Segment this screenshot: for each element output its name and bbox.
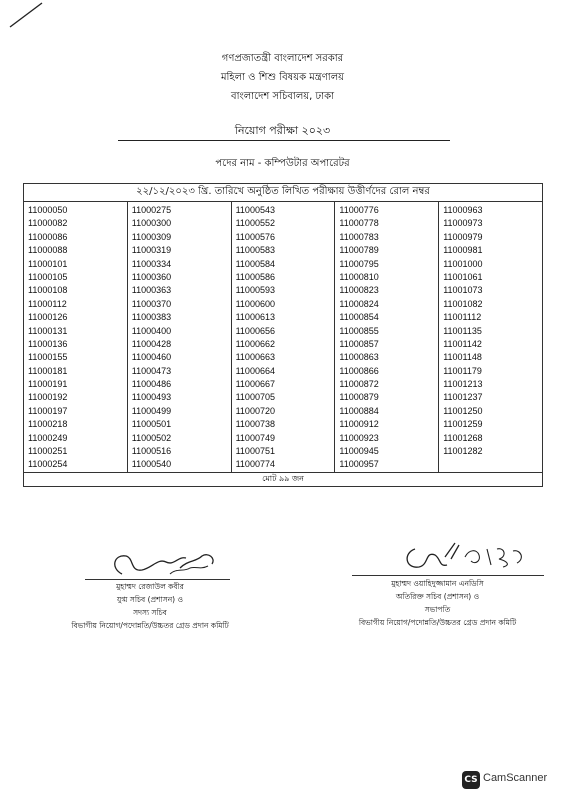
roll-number: 11000857: [339, 338, 379, 349]
roll-number: 11000854: [339, 312, 379, 323]
roll-number: 11000783: [339, 231, 379, 242]
roll-number: 11000275: [131, 205, 172, 215]
roll-number: 11001000: [443, 258, 483, 269]
exam-title: নিয়োগ পরীক্ষা ২০২৩: [234, 124, 331, 137]
roll-number: 11000923: [339, 432, 379, 443]
roll-number: 11000957: [339, 459, 379, 470]
roll-number: 11001250: [443, 405, 483, 416]
right-signature: [395, 535, 535, 580]
ministry-header: মহিলা ও শিশু বিষয়ক মন্ত্রণালয়: [220, 72, 345, 83]
roll-number: 11000319: [131, 245, 172, 256]
secretariat-header: বাংলাদেশ সচিবালয়, ঢাকা: [231, 91, 334, 102]
roll-number: 11001135: [443, 325, 482, 336]
roll-number: 11000810: [339, 271, 379, 282]
roll-number: 11000774: [235, 459, 275, 470]
roll-column-4: [335, 202, 439, 473]
roll-number: 11000552: [235, 218, 275, 229]
roll-number: 11000383: [131, 312, 172, 323]
roll-number: 11000749: [235, 432, 275, 443]
roll-number: 11000499: [131, 405, 172, 416]
roll-number: 11000192: [28, 392, 68, 403]
left-signer-name: মুহাম্মদ রেজাউল কবীর: [116, 582, 184, 591]
roll-number: 11000105: [28, 271, 68, 282]
camscanner-badge: [462, 770, 550, 790]
roll-number: 11001179: [443, 365, 482, 376]
roll-number: 11000050: [28, 205, 68, 215]
roll-number: 11000249: [28, 432, 68, 443]
roll-number: 11000131: [28, 325, 68, 336]
right-signature-line: [352, 575, 544, 576]
roll-number: 11000191: [28, 379, 68, 390]
camscanner-logo: CS: [462, 771, 480, 789]
roll-number: 11000945: [339, 446, 379, 457]
post-name: পদের নাম - কম্পিউটার অপারেটর: [215, 158, 350, 169]
roll-number: 11000363: [131, 285, 172, 296]
right-signer-role: সভাপতি: [424, 605, 451, 614]
roll-number: 11000667: [235, 379, 275, 390]
roll-number: 11000963: [443, 205, 483, 215]
roll-number: 11000584: [235, 258, 275, 269]
roll-number: 11000979: [443, 231, 483, 242]
roll-number: 11000082: [28, 218, 68, 229]
right-committee: বিভাগীয় নিয়োগ/পদোন্নতি/উচ্চতর গ্রেড প্রদান কমিটি: [358, 618, 517, 627]
roll-number: 11000586: [235, 271, 275, 282]
roll-number: 11000181: [28, 365, 68, 376]
roll-number: 11000776: [339, 205, 379, 215]
roll-number: 11000981: [443, 245, 483, 256]
roll-number: 11001112: [443, 312, 482, 323]
roll-number: 11000778: [339, 218, 379, 229]
roll-number: 11000593: [235, 285, 275, 296]
roll-number: 11000824: [339, 298, 379, 309]
roll-number: 11000705: [235, 392, 275, 403]
roll-number: 11000101: [28, 258, 68, 269]
roll-number: 11000884: [339, 405, 379, 416]
roll-number: 11000218: [28, 419, 68, 430]
roll-number: 11001082: [443, 298, 483, 309]
roll-number: 11000334: [131, 258, 172, 269]
left-signature-line: [85, 579, 230, 580]
roll-column-2: [127, 202, 231, 473]
roll-number: 11001213: [443, 379, 483, 390]
roll-number: 11000600: [235, 298, 275, 309]
roll-number: 11000428: [131, 338, 172, 349]
roll-number: 11001061: [443, 271, 483, 282]
roll-number: 11000251: [28, 446, 68, 457]
table-caption: ২২/১২/২০২৩ খ্রি. তারিখে অনুষ্ঠিত লিখিত পরীক্ষায় উত্তীর্ণদের রোল নম্বর: [24, 184, 543, 202]
camscanner-label: CamScanner: [483, 772, 548, 784]
roll-number: 11000486: [131, 379, 172, 390]
left-committee: বিভাগীয় নিয়োগ/পদোন্নতি/উচ্চতর গ্রেড প্রদান কমিটি: [71, 621, 229, 630]
roll-number: 11000300: [131, 218, 172, 229]
roll-number: 11001268: [443, 432, 483, 443]
roll-number: 11001148: [443, 352, 482, 363]
roll-number: 11001259: [443, 419, 483, 430]
roll-number: 11000751: [235, 446, 275, 457]
pen-mark: [6, 0, 46, 30]
roll-number: 11000872: [339, 379, 379, 390]
roll-number: 11000112: [28, 298, 67, 309]
roll-number: 11000502: [131, 432, 172, 443]
roll-number: 11000136: [28, 338, 68, 349]
roll-column-5: [439, 202, 543, 473]
right-signer-name: মুহাম্মদ ওয়াহিদুজ্জামান এনডিসি: [391, 579, 484, 588]
roll-number: 11000823: [339, 285, 379, 296]
roll-number: 11000540: [131, 459, 172, 470]
roll-number-table: [23, 183, 543, 487]
roll-column-1: [24, 202, 128, 473]
govt-header: গণপ্রজাতন্ত্রী বাংলাদেশ সরকার: [221, 53, 344, 64]
roll-number: 11000370: [131, 298, 172, 309]
roll-number: 11000866: [339, 365, 379, 376]
right-signer-designation: অতিরিক্ত সচিব (প্রশাসন) ও: [395, 592, 480, 601]
roll-number: 11000501: [131, 419, 172, 430]
title-divider: [118, 140, 450, 141]
roll-number: 11000662: [235, 338, 275, 349]
roll-number: 11001073: [443, 285, 483, 296]
left-signature: [100, 538, 225, 583]
roll-number: 11000720: [235, 405, 275, 416]
roll-number: 11000656: [235, 325, 275, 336]
roll-number: 11000789: [339, 245, 379, 256]
left-signer-designation: যুগ্ম সচিব (প্রশাসন) ও: [116, 595, 184, 604]
roll-number: 11000912: [339, 419, 379, 430]
roll-number: 11000155: [28, 352, 68, 363]
roll-number: 11000613: [235, 312, 275, 323]
roll-number: 11000493: [131, 392, 172, 403]
roll-number: 11000663: [235, 352, 275, 363]
roll-number: 11000126: [28, 312, 68, 323]
roll-number: 11000254: [28, 459, 68, 470]
roll-number: 11000863: [339, 352, 379, 363]
roll-number: 11000583: [235, 245, 275, 256]
roll-number: 11000360: [131, 271, 172, 282]
roll-number: 11000576: [235, 231, 275, 242]
roll-number: 11000473: [131, 365, 172, 376]
total-count: মোট ৯৯ জন: [24, 472, 543, 486]
roll-number: 11000973: [443, 218, 483, 229]
roll-number: 11000879: [339, 392, 379, 403]
roll-number: 11000795: [339, 258, 379, 269]
roll-number: 11001237: [443, 392, 483, 403]
roll-number: 11000855: [339, 325, 379, 336]
roll-number: 11000516: [131, 446, 172, 457]
roll-number: 11000460: [131, 352, 172, 363]
roll-number: 11001142: [443, 338, 482, 349]
roll-number: 11000400: [131, 325, 172, 336]
roll-number: 11000088: [28, 245, 68, 256]
roll-number: 11000086: [28, 231, 68, 242]
roll-number: 11000197: [28, 405, 68, 416]
roll-number: 11000664: [235, 365, 275, 376]
roll-number: 11000738: [235, 419, 275, 430]
roll-number: 11001282: [443, 446, 483, 457]
left-signer-role: সদস্য সচিব: [133, 608, 167, 617]
roll-number: 11000543: [235, 205, 275, 215]
roll-number: 11000108: [28, 285, 68, 296]
roll-number: 11000309: [131, 231, 172, 242]
roll-column-3: [231, 202, 335, 473]
